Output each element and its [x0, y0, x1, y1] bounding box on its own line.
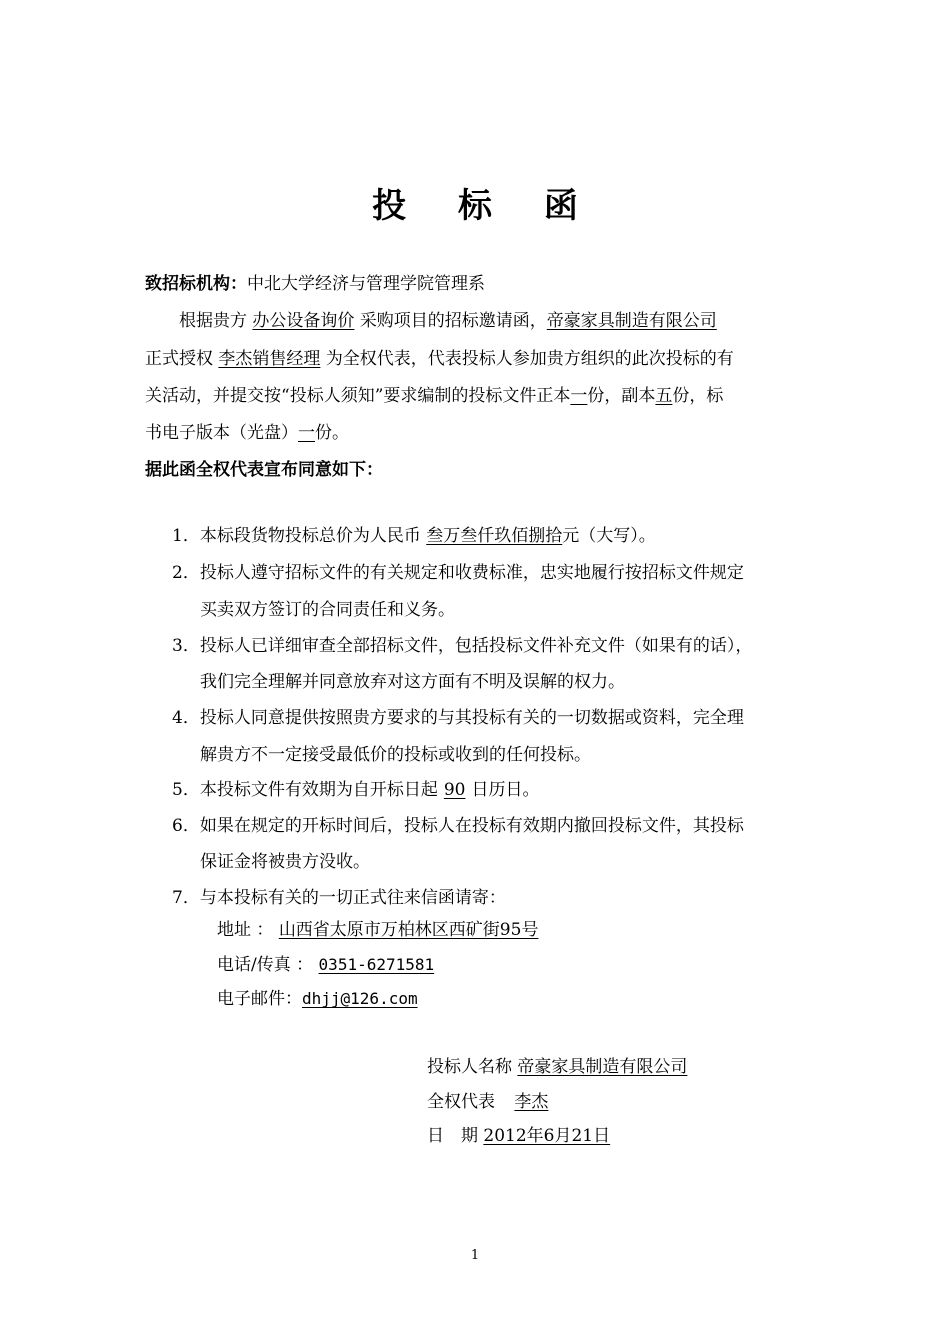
rep-label: 全权代表	[427, 1092, 495, 1112]
item-2-cont: 买卖双方签订的合同责任和义务。	[200, 600, 455, 620]
item-5	[172, 778, 539, 802]
copies-count: 五	[655, 386, 673, 406]
intro-line-2	[145, 347, 734, 371]
email-line	[217, 987, 418, 1011]
intro-line-3	[145, 384, 723, 408]
address-line	[217, 918, 538, 942]
representative-name: 李杰销售经理	[218, 349, 321, 369]
date-value: 2012年6月21日	[483, 1126, 611, 1146]
item-text: 日历日。	[471, 780, 540, 800]
email-value: dhjj@126.com	[302, 989, 418, 1008]
project-name: 办公设备询价	[252, 311, 355, 331]
page-title: 投 标 函	[372, 186, 598, 226]
total-price: 叁万叁仟玖佰捌拾	[426, 526, 563, 546]
page-number: 1	[470, 1248, 480, 1263]
intro-text: 正式授权	[145, 349, 213, 369]
rep-name: 李杰	[514, 1092, 549, 1112]
item-2: 2．投标人遵守招标文件的有关规定和收费标准，忠实地履行按招标文件规定	[172, 563, 744, 583]
item-3: 3．投标人已详细审查全部招标文件，包括投标文件补充文件（如果有的话），	[172, 636, 753, 656]
address-label: 地址 ：	[217, 920, 274, 940]
item-text: 5．本投标文件有效期为自开标日起	[172, 780, 438, 800]
validity-days: 90	[443, 780, 466, 800]
phone-line	[217, 953, 434, 977]
bidder-line	[427, 1055, 687, 1079]
disc-count: 一	[298, 423, 315, 443]
recipient-label: 致招标机构：	[145, 274, 247, 294]
phone-label: 电话/传真 ：	[217, 955, 314, 975]
recipient-value: 中北大学经济与管理学院管理系	[247, 274, 485, 294]
item-4-cont: 解贵方不一定接受最低价的投标或收到的任何投标。	[200, 745, 591, 765]
intro-text: 根据贵方	[179, 311, 247, 331]
intro-text: 份。	[315, 423, 349, 443]
intro-text: 份，副本	[587, 386, 656, 406]
item-text: 元（大写）。	[562, 526, 656, 546]
declaration-heading: 据此函全权代表宣布同意如下：	[145, 460, 383, 480]
intro-text: 书电子版本（光盘）	[145, 423, 298, 443]
intro-text: 份，标	[672, 386, 724, 406]
originals-count: 一	[570, 386, 588, 406]
phone-value: 0351-6271581	[318, 955, 435, 974]
item-1	[172, 524, 656, 548]
company-name: 帝豪家具制造有限公司	[546, 311, 717, 331]
item-7: 7．与本投标有关的一切正式往来信函请寄：	[172, 888, 506, 908]
address-value: 山西省太原市万柏林区西矿街95号	[278, 920, 539, 940]
intro-text: 为全权代表，代表投标人参加贵方组织的此次投标的有	[325, 349, 734, 369]
intro-line-1	[179, 309, 717, 333]
item-text: 1．本标段货物投标总价为人民币	[172, 526, 421, 546]
email-label: 电子邮件：	[217, 989, 302, 1009]
recipient-line	[145, 272, 485, 296]
item-3-cont: 我们完全理解并同意放弃对这方面有不明及误解的权力。	[200, 672, 625, 692]
date-line	[427, 1124, 610, 1148]
bidder-name: 帝豪家具制造有限公司	[517, 1057, 688, 1077]
intro-text: 采购项目的招标邀请函，	[359, 311, 547, 331]
intro-text: 关活动，并提交按“投标人须知”要求编制的投标文件正本	[145, 386, 571, 406]
intro-line-4	[145, 421, 349, 445]
item-6: 6．如果在规定的开标时间后，投标人在投标有效期内撤回投标文件，其投标	[172, 816, 744, 836]
rep-line	[427, 1090, 548, 1114]
item-4: 4．投标人同意提供按照贵方要求的与其投标有关的一切数据或资料，完全理	[172, 708, 744, 728]
item-6-cont: 保证金将被贵方没收。	[200, 852, 370, 872]
bidder-label: 投标人名称	[427, 1057, 512, 1077]
date-label: 日 期	[427, 1126, 478, 1146]
